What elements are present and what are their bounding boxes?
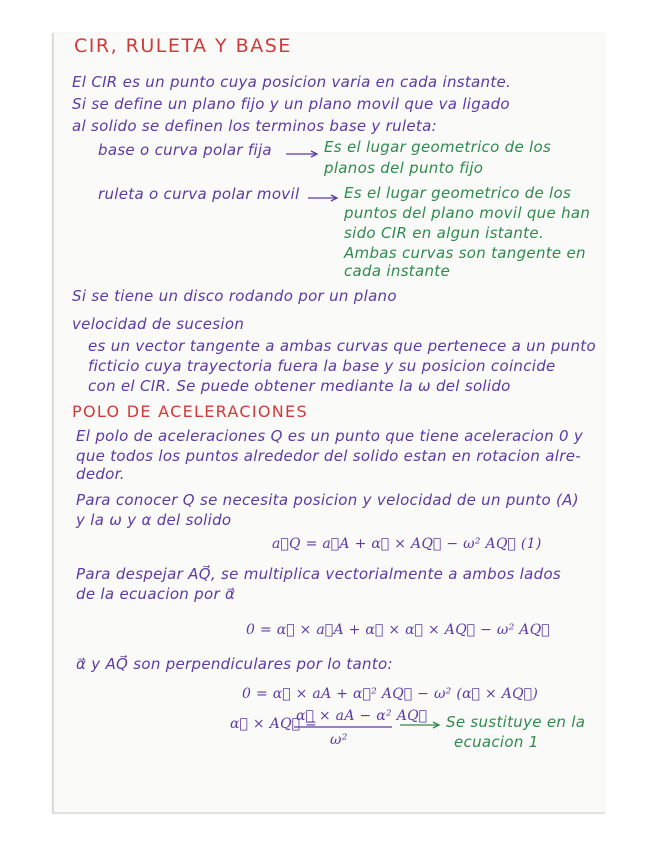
ruleta-desc-line-5: cada instante (344, 262, 450, 280)
note-line-2: ecuacion 1 (454, 733, 539, 751)
equation-1: a⃗Q = a⃗A + α⃗ × AQ⃗ − ω² AQ⃗ (1) (272, 536, 542, 552)
polo-line-2: que todos los puntos alrededor del solido estan en rotacion alre- (76, 447, 581, 465)
disco-line: Si se tiene un disco rodando por un plano (72, 287, 397, 305)
ruleta-desc-line-3: sido CIR en algun istante. (344, 224, 544, 242)
page-title: CIR, RULETA Y BASE (74, 35, 292, 57)
velocidad-line-2: ficticio cuya trayectoria fuera la base y su posicion coincide (88, 357, 556, 375)
velocidad-heading: velocidad de sucesion (72, 315, 245, 333)
notebook-page (52, 33, 605, 814)
polo-heading: POLO DE ACELERACIONES (72, 402, 308, 421)
velocidad-line-1: es un vector tangente a ambas curvas que pertenece a un punto (88, 337, 596, 355)
ruleta-desc-line-2: puntos del plano movil que han (344, 204, 591, 222)
equation-3: 0 = α⃗ × aA + α⃗² AQ⃗ − ω² (α⃗ × AQ⃗) (242, 686, 539, 702)
conocer-line-1: Para conocer Q se necesita posicion y velocidad de un punto (A) (76, 491, 579, 509)
velocidad-line-3: con el CIR. Se puede obtener mediante la ω del solido (88, 377, 511, 395)
intro-line-3: al solido se definen los terminos base y ruleta: (72, 117, 437, 135)
equation-4-lhs: α⃗ × AQ⃗ = (230, 716, 318, 732)
despejar-line-2: de la ecuacion por α⃗ (76, 585, 236, 603)
intro-line-1: El CIR es un punto cuya posicion varia en cada instante. (72, 73, 512, 91)
ruleta-term: ruleta o curva polar movil (98, 185, 300, 203)
fraction-bar (294, 725, 394, 729)
perpendiculares-line: α⃗ y AQ⃗ son perpendiculares por lo tanto: (76, 655, 393, 673)
arrow-icon (308, 194, 340, 202)
note-line-1: Se sustituye en la (446, 713, 586, 731)
arrow-icon (400, 721, 442, 729)
base-desc-line-2: planos del punto fijo (324, 159, 484, 177)
polo-line-1: El polo de aceleraciones Q es un punto que tiene aceleracion 0 y (76, 427, 584, 445)
intro-line-2: Si se define un plano fijo y un plano movil que va ligado (72, 95, 510, 113)
ruleta-desc-line-1: Es el lugar geometrico de los (344, 184, 572, 202)
ruleta-desc-line-4: Ambas curvas son tangente en (344, 244, 586, 262)
despejar-line-1: Para despejar AQ⃗, se multiplica vectorialmente a ambos lados (76, 565, 562, 583)
equation-2: 0 = α⃗ × a⃗A + α⃗ × α⃗ × AQ⃗ − ω² AQ⃗ (246, 622, 550, 638)
polo-line-3: dedor. (76, 465, 125, 483)
equation-4-numerator: α⃗ × aA − α² AQ⃗ (296, 708, 428, 724)
arrow-icon (286, 150, 320, 158)
base-desc-line-1: Es el lugar geometrico de los (324, 138, 552, 156)
base-term: base o curva polar fija (98, 141, 272, 159)
conocer-line-2: y la ω y α del solido (76, 511, 232, 529)
equation-4-denominator: ω² (330, 732, 348, 748)
